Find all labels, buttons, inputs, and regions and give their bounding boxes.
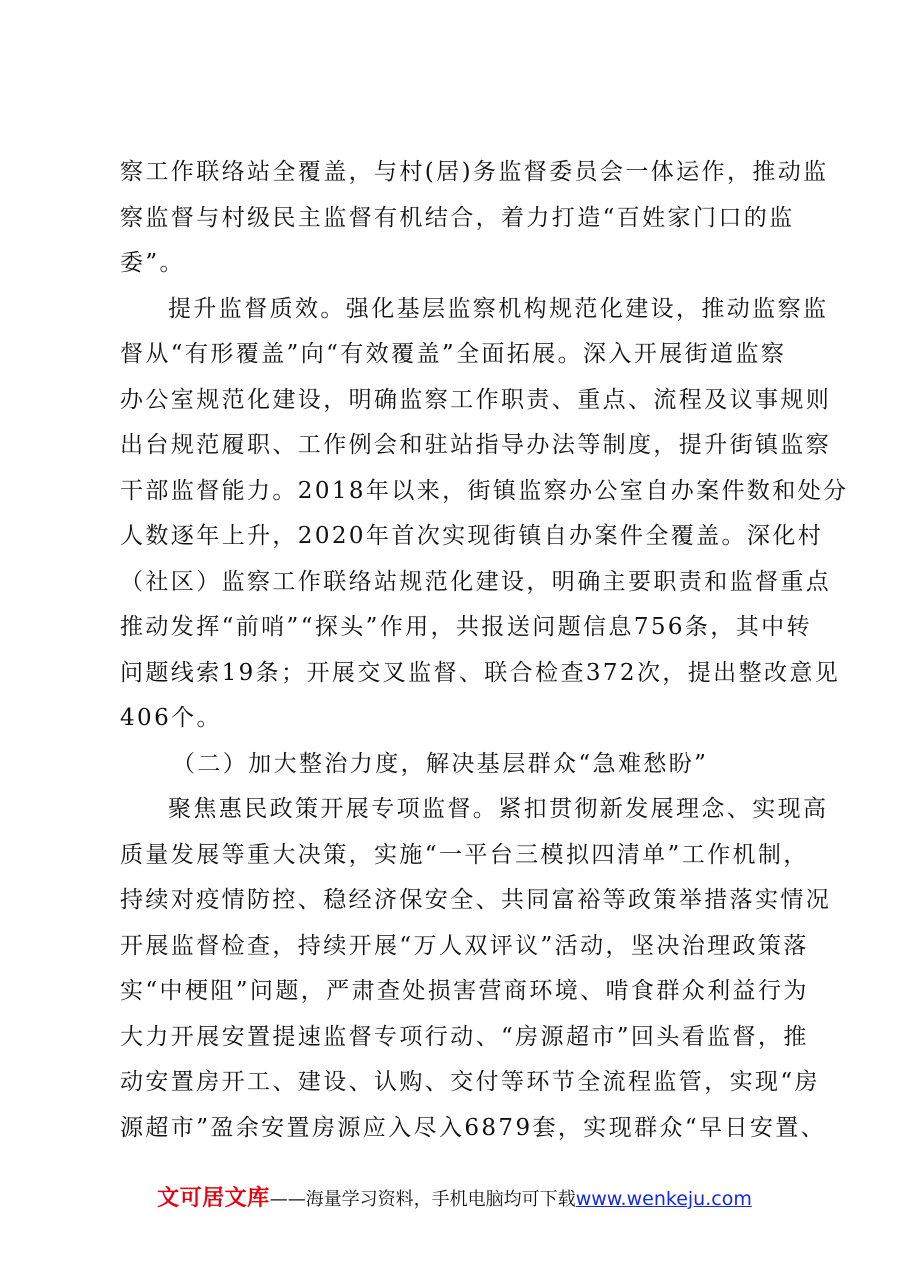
text-line: 出台规范履职、工作例会和驻站指导办法等制度，提升街镇监察 [120,432,832,458]
body-text [120,150,849,1151]
text-line: 406个。 [120,705,222,731]
text-line: 动安置房开工、建设、认购、交付等环节全流程监管，实现“房 [120,1069,820,1095]
footer-tagline: ——海量学习资料，手机电脑均可下载 [269,1189,576,1210]
text-line: 质量发展等重大决策，实施“一平台三模拟四清单”工作机制， [120,841,809,868]
footer-banner [0,1181,909,1212]
text-line: 督从“有形覆盖”向“有效覆盖”全面拓展。深入开展街道监察 [120,341,787,367]
text-line: 办公室规范化建设，明确监察工作职责、重点、流程及议事规则 [120,386,832,413]
text-line: 干部监督能力。2018年以来，街镇监察办公室自办案件数和处分 [120,477,849,504]
text-line: 开展监督检查，持续开展“万人双评议”活动，坚决治理政策落 [120,932,809,959]
footer-brand: 文可居文库 [157,1186,270,1211]
text-line: 问题线索19条；开展交叉监督、联合检查372次，提出整改意见 [120,659,841,686]
text-line: 察监督与村级民主监督有机结合，着力打造“百姓家门口的监 [120,204,795,231]
text-line: 持续对疫情防控、稳经济保安全、共同富裕等政策举措落实情况 [120,887,832,913]
footer-website-link[interactable]: www.wenkeju.com [575,1188,752,1210]
paragraph-start-line: 提升监督质效。强化基层监察机构规范化建设，推动监察监 [168,295,829,322]
text-line: 大力开展安置提速监督专项行动、“房源超市”回头看监督，推 [120,1023,809,1050]
paragraph-start-line: 聚焦惠民政策开展专项监督。紧扣贯彻新发展理念、实现高 [168,796,829,822]
text-line: 察工作联络站全覆盖，与村(居)务监督委员会一体运作，推动监 [120,159,829,185]
text-line: 推动发挥“前哨”“探头”作用，共报送问题信息756条，其中转 [120,614,812,640]
section-heading: （二）加大整治力度，解决基层群众“急难愁盼” [172,750,709,777]
text-line: 源超市”盈余安置房源应入尽入6879套，实现群众“早日安置、 [120,1114,827,1141]
text-line: 人数逐年上升，2020年首次实现街镇自办案件全覆盖。深化村 [120,523,824,549]
text-line: （社区）监察工作联络站规范化建设，明确主要职责和监督重点 [120,568,832,595]
text-line: 委”。 [120,250,185,276]
text-line: 实“中梗阻”问题，严肃查处损害营商环境、啃食群众利益行为 [120,978,809,1004]
